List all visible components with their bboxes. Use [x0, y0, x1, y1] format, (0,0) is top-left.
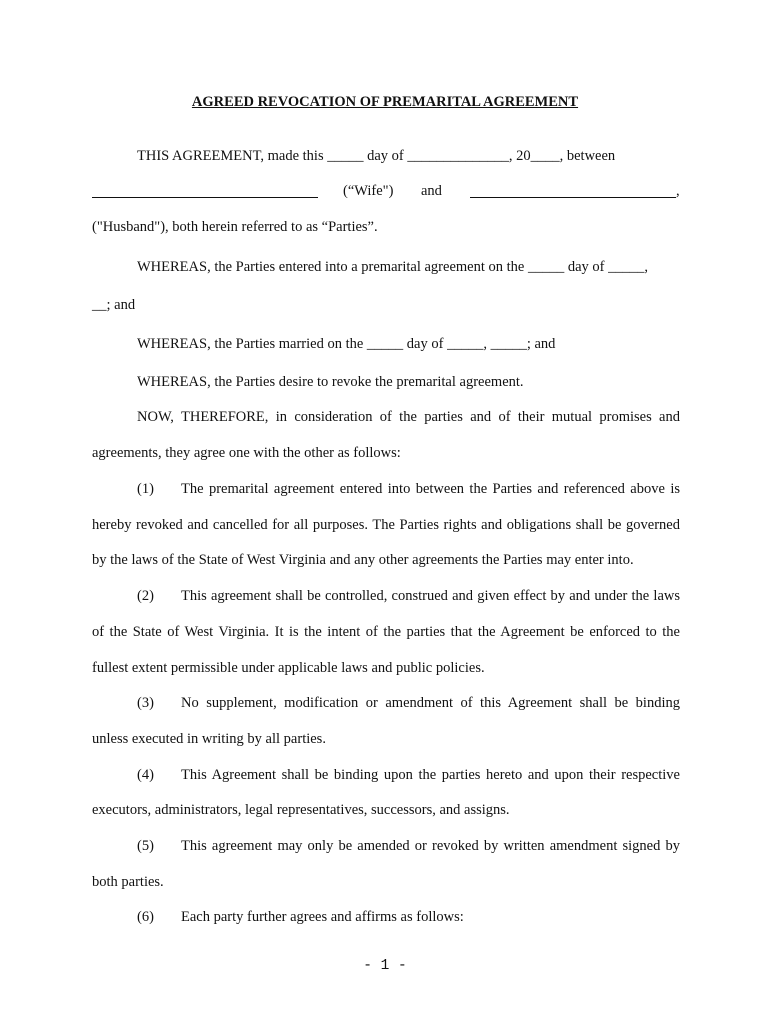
clause-4-line-2: executors, administrators, legal representatives, successors, and assigns.	[92, 802, 510, 818]
clause-1-line-1: The premarital agreement entered into between the Parties and referenced above is	[181, 481, 680, 497]
clause-2-line-3: fullest extent permissible under applicable laws and public policies.	[92, 660, 485, 676]
clause-2-line-2: of the State of West Virginia. It is the intent of the parties that the Agreement be enforced to the	[92, 624, 680, 640]
wife-label: (“Wife")	[343, 183, 394, 199]
page-number: - 1 -	[363, 958, 407, 974]
and-label: and	[421, 183, 442, 199]
trailing-comma: ,	[676, 183, 680, 199]
clause-5-line-1: This agreement may only be amended or revoked by written amendment signed by	[181, 838, 680, 854]
recital-1-line-2: __; and	[92, 297, 136, 313]
clause-2-number: (2)	[137, 588, 154, 604]
preamble-line-1: THIS AGREEMENT, made this _____ day of ______________, 20____, between	[137, 148, 616, 164]
clause-1-line-2: hereby revoked and cancelled for all purposes. The Parties rights and obligations shall be governed	[92, 517, 680, 533]
document-title: AGREED REVOCATION OF PREMARITAL AGREEMENT	[191, 94, 579, 110]
clause-4-number: (4)	[137, 767, 154, 783]
parties-row	[92, 183, 682, 203]
recital-2: WHEREAS, the Parties married on the _____ day of _____, _____; and	[137, 336, 556, 352]
clause-5-line-2: both parties.	[92, 874, 164, 890]
clause-3-number: (3)	[137, 695, 154, 711]
clause-1-line-3: by the laws of the State of West Virginia and any other agreements the Parties may enter into.	[92, 552, 634, 568]
wife-name-blank	[92, 197, 318, 198]
preamble-line-3: ("Husband"), both herein referred to as “Parties”.	[92, 219, 378, 235]
clause-5-number: (5)	[137, 838, 154, 854]
clause-3-line-2: unless executed in writing by all parties.	[92, 731, 326, 747]
now-therefore-line-2: agreements, they agree one with the other as follows:	[92, 445, 401, 461]
clause-2-line-1: This agreement shall be controlled, construed and given effect by and under the laws	[181, 588, 680, 604]
clause-3-line-1: No supplement, modification or amendment of this Agreement shall be binding	[181, 695, 680, 711]
recital-3: WHEREAS, the Parties desire to revoke the premarital agreement.	[137, 374, 524, 390]
now-therefore-line-1: NOW, THEREFORE, in consideration of the parties and of their mutual promises and	[137, 409, 680, 425]
clause-6-number: (6)	[137, 909, 154, 925]
clause-4-line-1: This Agreement shall be binding upon the parties hereto and upon their respective	[181, 767, 680, 783]
recital-1-line-1: WHEREAS, the Parties entered into a premarital agreement on the _____ day of _____,	[137, 259, 648, 275]
clause-6-line-1: Each party further agrees and affirms as follows:	[181, 909, 464, 925]
husband-name-blank	[470, 197, 676, 198]
clause-1-number: (1)	[137, 481, 154, 497]
